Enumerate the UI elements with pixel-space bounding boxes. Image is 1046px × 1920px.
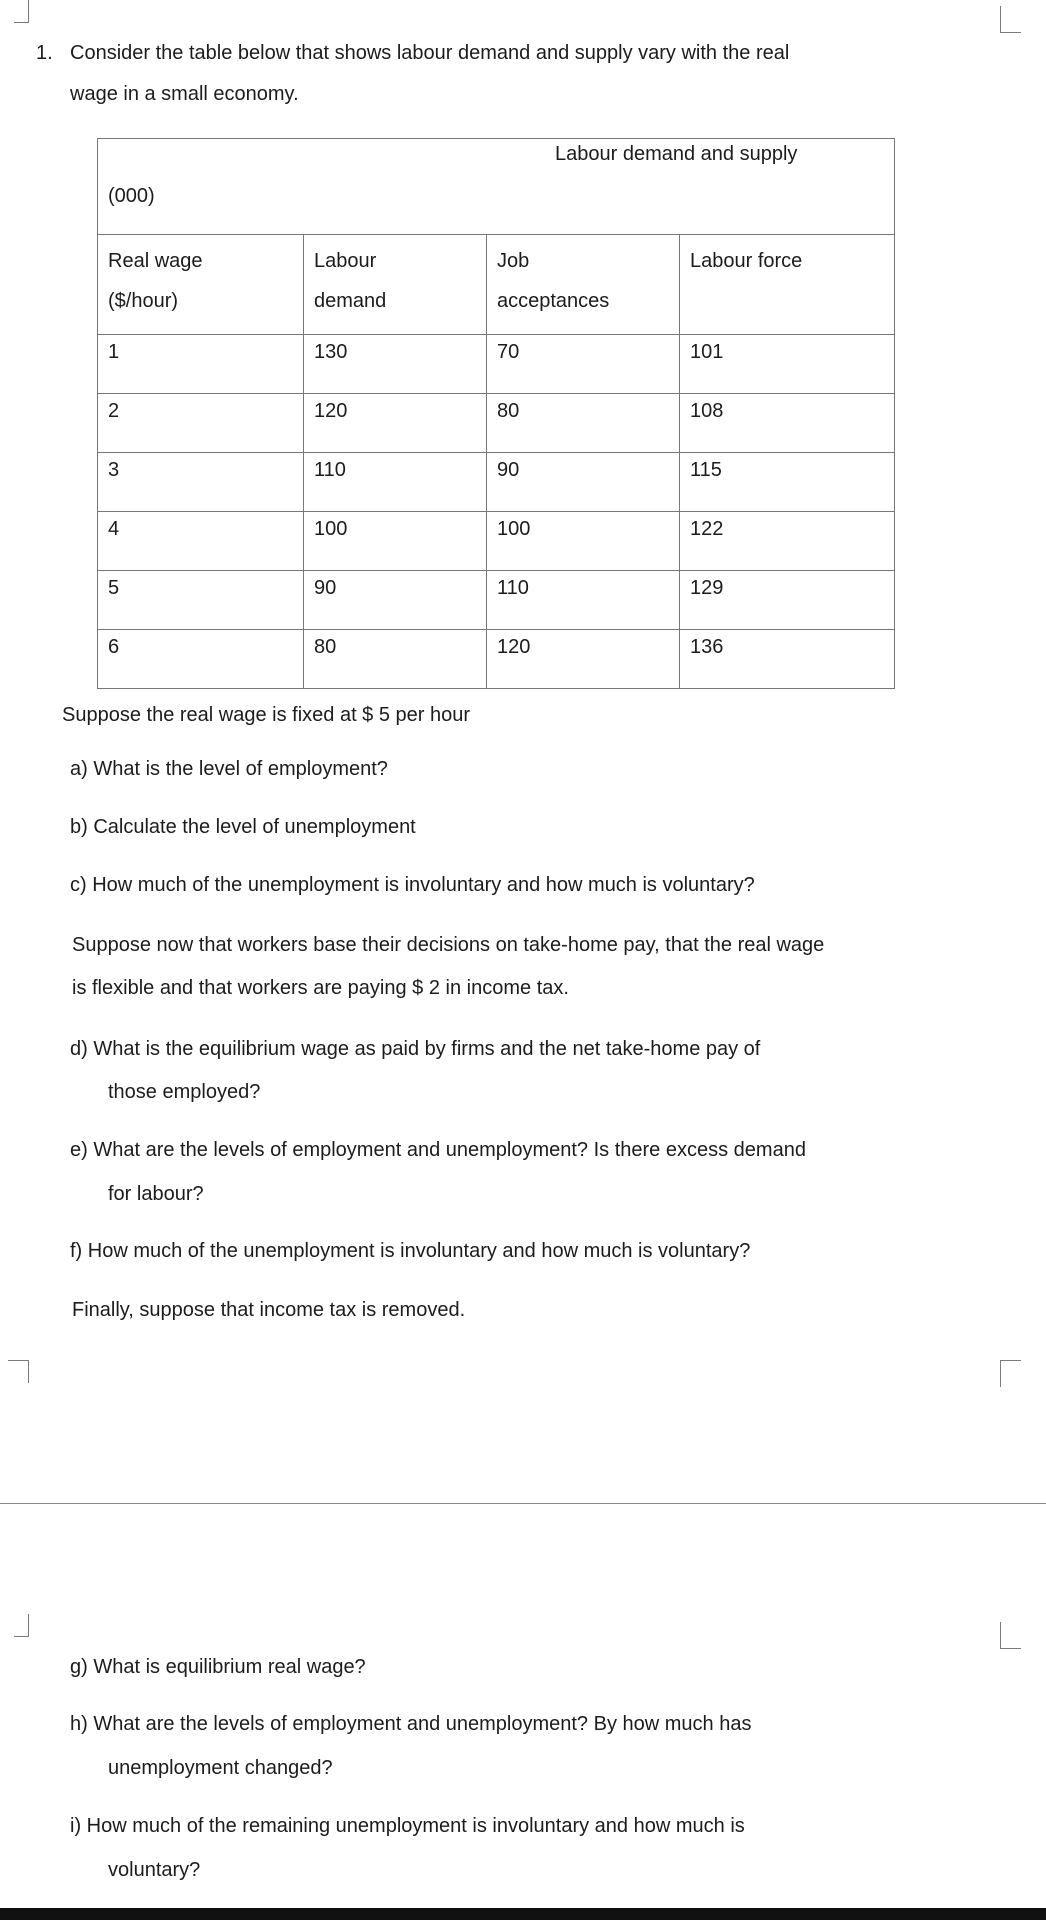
table-row xyxy=(98,335,895,394)
crop-mark-mid-right xyxy=(1000,1360,1021,1387)
cell-labour-force: 115 xyxy=(680,453,895,512)
question-i-line2: voluntary? xyxy=(108,1859,201,1881)
question-e-line2: for labour? xyxy=(108,1183,204,1205)
crop-mark-top-right xyxy=(1000,6,1021,33)
question-b: b) Calculate the level of unemployment xyxy=(70,816,416,838)
cell-labour-force: 108 xyxy=(680,394,895,453)
question-g: g) What is equilibrium real wage? xyxy=(70,1656,366,1678)
crop-mark-top-left xyxy=(14,0,29,23)
table-unit-label: (000) xyxy=(108,185,155,207)
question-intro-line1: Consider the table below that shows labour demand and supply vary with the real xyxy=(70,42,790,64)
cell-real-wage: 3 xyxy=(98,453,304,512)
question-e-line1: e) What are the levels of employment and unemployment? Is there excess demand xyxy=(70,1139,806,1161)
crop-mark-mid-left xyxy=(8,1360,29,1383)
page-break-line xyxy=(0,1503,1046,1504)
scenario-fixed-wage: Suppose the real wage is fixed at $ 5 per hour xyxy=(62,704,471,726)
cell-real-wage: 4 xyxy=(98,512,304,571)
question-d-line2: those employed? xyxy=(108,1081,261,1103)
cell-job-acceptances: 90 xyxy=(487,453,680,512)
cell-labour-demand: 90 xyxy=(304,571,487,630)
cell-job-acceptances: 110 xyxy=(487,571,680,630)
table-caption: Labour demand and supply xyxy=(555,143,798,165)
header-job-acceptances: Job acceptances xyxy=(487,235,680,335)
cell-real-wage: 1 xyxy=(98,335,304,394)
cell-labour-demand: 130 xyxy=(304,335,487,394)
cell-labour-demand: 120 xyxy=(304,394,487,453)
cell-job-acceptances: 100 xyxy=(487,512,680,571)
cell-real-wage: 5 xyxy=(98,571,304,630)
crop-mark-lower-right xyxy=(1000,1622,1021,1649)
table-row xyxy=(98,630,895,689)
table-caption-cell xyxy=(98,139,895,235)
question-intro-line2: wage in a small economy. xyxy=(70,83,299,105)
question-a: a) What is the level of employment? xyxy=(70,758,388,780)
header-labour-force: Labour force xyxy=(680,235,895,335)
scenario-tax-removed: Finally, suppose that income tax is removed. xyxy=(72,1299,466,1321)
cell-labour-force: 122 xyxy=(680,512,895,571)
cell-job-acceptances: 70 xyxy=(487,335,680,394)
cell-labour-demand: 100 xyxy=(304,512,487,571)
cell-labour-force: 129 xyxy=(680,571,895,630)
bottom-edge-bar xyxy=(0,1908,1046,1920)
table-header-row xyxy=(98,235,895,335)
cell-labour-demand: 110 xyxy=(304,453,487,512)
question-number: 1. xyxy=(36,42,53,64)
cell-labour-force: 101 xyxy=(680,335,895,394)
cell-labour-force: 136 xyxy=(680,630,895,689)
table-row xyxy=(98,512,895,571)
crop-mark-lower-left xyxy=(14,1614,29,1637)
cell-job-acceptances: 80 xyxy=(487,394,680,453)
question-i-line1: i) How much of the remaining unemployment is involuntary and how much is xyxy=(70,1815,745,1837)
labour-table xyxy=(97,138,895,689)
question-h-line2: unemployment changed? xyxy=(108,1757,333,1779)
cell-job-acceptances: 120 xyxy=(487,630,680,689)
scenario-tax-line1: Suppose now that workers base their decisions on take-home pay, that the real wage xyxy=(72,934,825,956)
cell-real-wage: 2 xyxy=(98,394,304,453)
header-real-wage: Real wage ($/hour) xyxy=(98,235,304,335)
header-labour-demand: Labour demand xyxy=(304,235,487,335)
question-d-line1: d) What is the equilibrium wage as paid by firms and the net take-home pay of xyxy=(70,1038,761,1060)
table-caption-row xyxy=(98,139,895,235)
scenario-tax-line2: is flexible and that workers are paying $ 2 in income tax. xyxy=(72,977,569,999)
table-row xyxy=(98,394,895,453)
table-row xyxy=(98,453,895,512)
cell-real-wage: 6 xyxy=(98,630,304,689)
table-row xyxy=(98,571,895,630)
question-h-line1: h) What are the levels of employment and unemployment? By how much has xyxy=(70,1713,752,1735)
question-f: f) How much of the unemployment is involuntary and how much is voluntary? xyxy=(70,1240,751,1262)
cell-labour-demand: 80 xyxy=(304,630,487,689)
question-c: c) How much of the unemployment is involuntary and how much is voluntary? xyxy=(70,874,755,896)
